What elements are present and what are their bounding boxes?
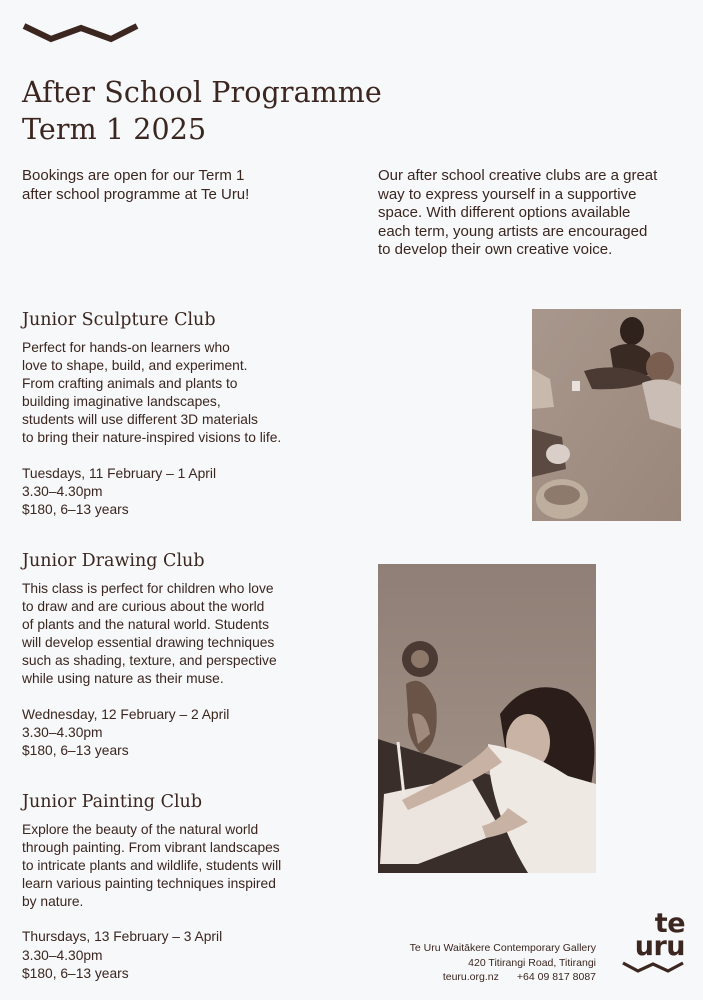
description-line: to draw and are curious about the world [22, 599, 265, 615]
description-line: to intricate plants and wildlife, students will [22, 858, 282, 874]
brand-wave-icon [621, 960, 685, 974]
time-text: 3.30–4.30pm [22, 947, 103, 963]
painting-club-description [22, 821, 281, 911]
sculpture-club-title: Junior Sculpture Club [22, 310, 216, 330]
footer-address-block [410, 941, 596, 985]
intro-right-line: each term, young artists are encouraged [378, 222, 648, 240]
gallery-name: Te Uru Waitākere Contemporary Gallery [409, 942, 596, 954]
intro-right-line: space. With different options available [378, 204, 631, 221]
description-line: will develop essential drawing techniques [22, 635, 275, 651]
intro-description-text [378, 167, 657, 260]
price-text: $180, 6–13 years [22, 742, 129, 758]
description-line: such as shading, texture, and perspective [22, 653, 277, 669]
description-line: students will use different 3D materials [22, 412, 258, 428]
schedule-text: Tuesdays, 11 February – 1 April [22, 465, 217, 481]
brand-wordmark [617, 908, 685, 962]
description-line: love to shape, build, and experiment. [22, 358, 248, 374]
title-line-1: After School Programme [22, 76, 382, 109]
description-line: through painting. From vibrant landscapes [22, 840, 280, 856]
description-line: by nature. [22, 894, 84, 910]
intro-right-line: Our after school creative clubs are a great [378, 167, 658, 184]
website-link[interactable]: teuru.org.nz [442, 971, 499, 983]
drawing-club-details [22, 706, 277, 760]
description-line: of plants and the natural world. Students [22, 617, 269, 633]
page-title [22, 74, 382, 148]
drawing-club-photo [378, 564, 596, 873]
intro-right-line: way to express yourself in a supportive [378, 185, 637, 203]
title-line-2: Term 1 2025 [22, 113, 207, 146]
sculpture-club-details [22, 465, 281, 519]
brand-line-2: uru [634, 931, 685, 962]
intro-left-line: after school programme at Te Uru! [22, 185, 250, 203]
schedule-text: Thursdays, 13 February – 3 April [22, 929, 223, 945]
drawing-club-title: Junior Drawing Club [22, 551, 205, 571]
description-line: to bring their nature-inspired visions to life. [22, 430, 282, 446]
footer-contact [410, 970, 596, 985]
painting-club-section [22, 791, 281, 983]
brand-line-1: te [654, 908, 685, 939]
description-line: From crafting animals and plants to [22, 376, 238, 392]
sculpture-club-section [22, 309, 281, 519]
description-line: while using nature as their muse. [22, 671, 224, 687]
description-line: learn various painting techniques inspired [22, 876, 276, 892]
intro-booking-text [22, 167, 249, 204]
time-text: 3.30–4.30pm [22, 483, 103, 499]
sculpture-club-description [22, 339, 281, 448]
intro-right-line: to develop their own creative voice. [378, 241, 613, 258]
drawing-club-section [22, 550, 277, 760]
te-uru-logo [617, 908, 685, 974]
description-line: building imaginative landscapes, [22, 394, 221, 410]
painting-club-title: Junior Painting Club [22, 792, 203, 812]
sculpture-club-photo [532, 309, 681, 521]
drawing-club-description [22, 580, 277, 689]
intro-left-line: Bookings are open for our Term 1 [22, 167, 245, 184]
phone-number: +64 09 817 8087 [516, 971, 596, 983]
price-text: $180, 6–13 years [22, 965, 129, 981]
painting-club-details [22, 928, 281, 982]
description-line: Explore the beauty of the natural world [22, 822, 259, 837]
schedule-text: Wednesday, 12 February – 2 April [22, 706, 230, 722]
gallery-address: 420 Titirangi Road, Titirangi [468, 956, 596, 969]
description-line: Perfect for hands-on learners who [22, 340, 230, 355]
logo-wave-icon [22, 22, 140, 44]
price-text: $180, 6–13 years [22, 501, 129, 517]
description-line: This class is perfect for children who love [22, 581, 274, 596]
time-text: 3.30–4.30pm [22, 724, 103, 740]
